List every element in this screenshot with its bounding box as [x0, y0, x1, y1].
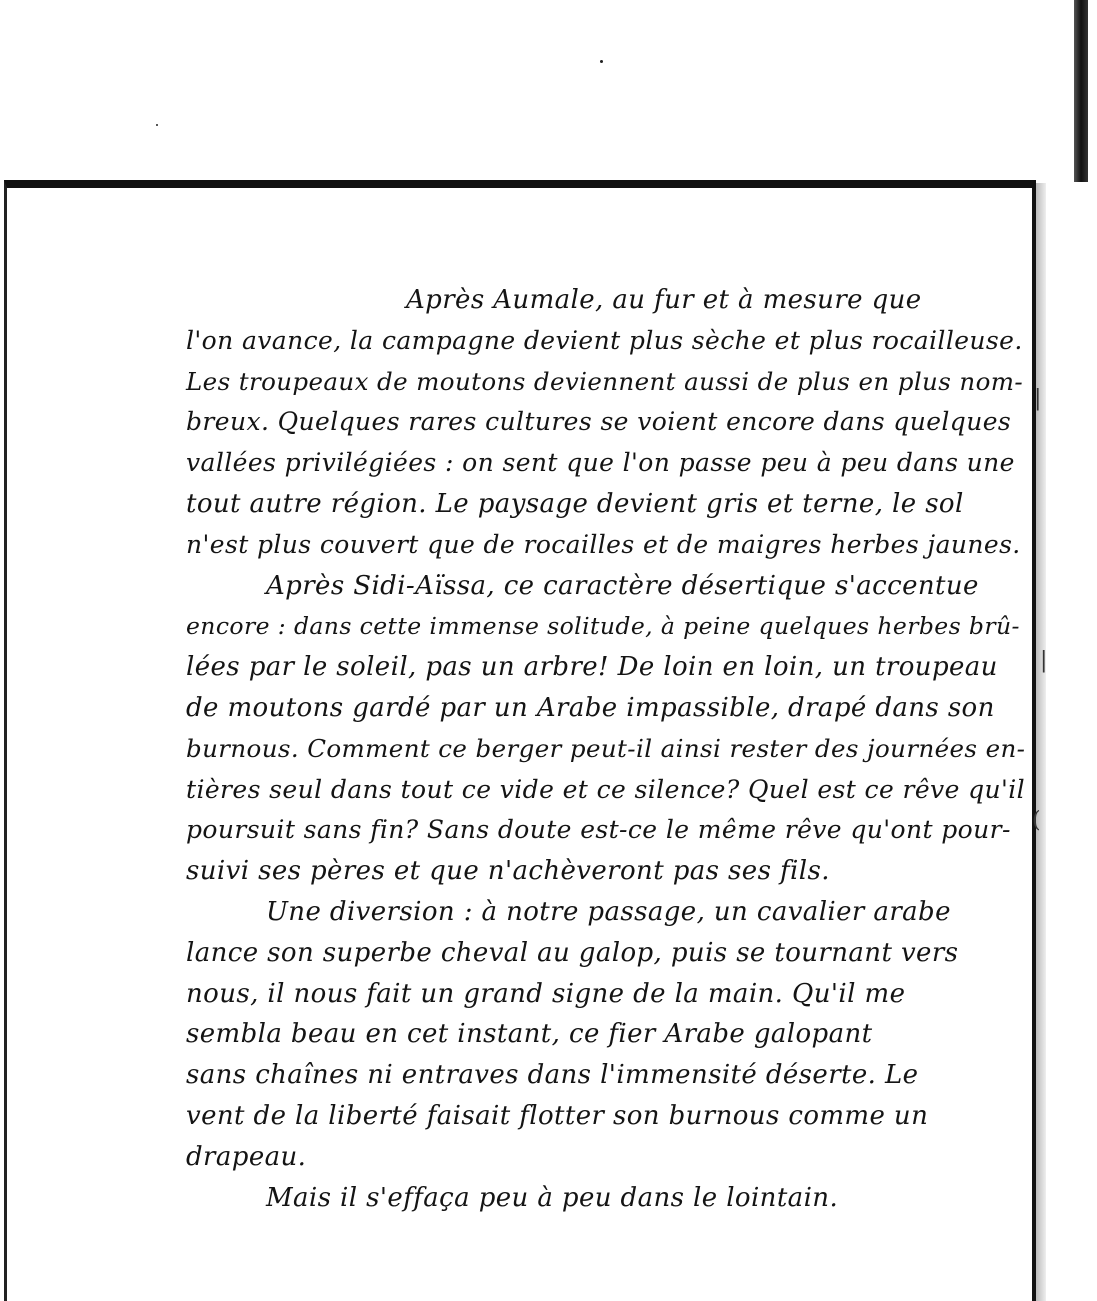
margin-bracket-mark: ( — [1032, 808, 1041, 833]
text-line: burnous. Comment ce berger peut-il ainsi rester des journées en- — [186, 733, 1026, 763]
text-line: tières seul dans tout ce vide et ce silence? Quel est ce rêve qu'il — [186, 774, 1026, 804]
handwritten-text — [186, 280, 1026, 1218]
text-line: poursuit sans fin? Sans doute est-ce le même rêve qu'ont pour- — [186, 815, 1011, 845]
margin-bracket-mark: | — [1040, 648, 1048, 673]
text-line: Une diversion : à notre passage, un cavalier arabe — [266, 896, 951, 927]
text-line: Les troupeaux de moutons deviennent aussi de plus en plus nom- — [186, 366, 1024, 396]
text-line: encore : dans cette immense solitude, à peine quelques herbes brû- — [186, 612, 1020, 641]
ink-speck — [156, 124, 158, 126]
text-line: l'on avance, la campagne devient plus sèche et plus rocailleuse. — [186, 325, 1023, 355]
text-line: nous, il nous fait un grand signe de la main. Qu'il me — [186, 978, 906, 1009]
text-line: breux. Quelques rares cultures se voient encore dans quelques — [186, 407, 1012, 437]
top-margin — [0, 0, 1097, 182]
text-line: Après Aumale, au fur et à mesure que — [406, 285, 922, 315]
text-line: lance son superbe cheval au galop, puis se tournant vers — [186, 937, 959, 968]
text-line: sans chaînes ni entraves dans l'immensité déserte. Le — [186, 1060, 919, 1091]
text-line: n'est plus couvert que de rocailles et de maigres herbes jaunes. — [186, 529, 1021, 559]
text-line: Mais il s'effaça peu à peu dans le lointain. — [266, 1182, 839, 1213]
text-line: vallées privilégiées : on sent que l'on passe peu à peu dans une — [186, 448, 1015, 478]
text-line: vent de la liberté faisait flotter son burnous comme un — [186, 1100, 929, 1131]
text-line: Après Sidi-Aïssa, ce caractère désertique s'accentue — [266, 570, 979, 601]
text-line: lées par le soleil, pas un arbre! De loin en loin, un troupeau — [186, 652, 998, 683]
text-line: drapeau. — [186, 1141, 307, 1172]
text-line: tout autre région. Le paysage devient gris et terne, le sol — [186, 488, 964, 519]
margin-bracket-mark: | — [1034, 386, 1042, 411]
ink-speck — [600, 60, 603, 63]
binding-edge — [1074, 0, 1088, 182]
sheet-edge-shadow — [1036, 183, 1046, 1301]
text-line: suivi ses pères et que n'achèveront pas ses fils. — [186, 856, 830, 887]
text-line: de moutons gardé par un Arabe impassible, drapé dans son — [186, 692, 995, 723]
text-line: sembla beau en cet instant, ce fier Arabe galopant — [186, 1019, 873, 1050]
